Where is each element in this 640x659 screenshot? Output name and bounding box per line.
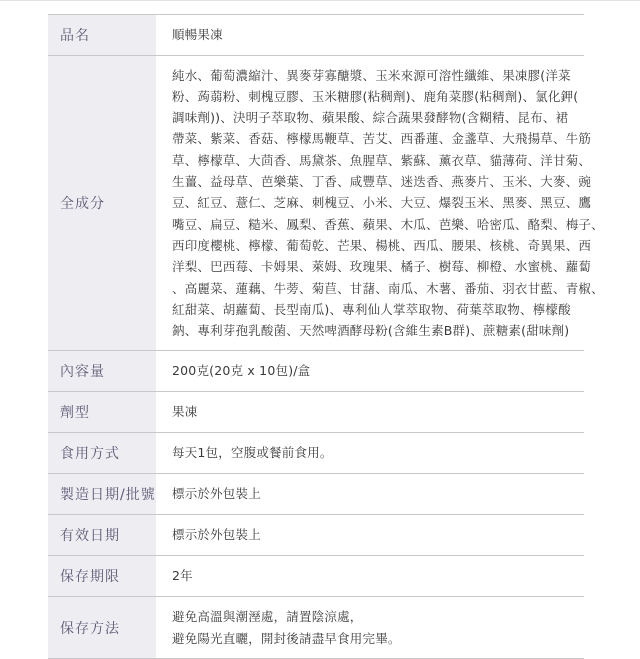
storage-text xyxy=(172,606,582,649)
spec-label: 保存方法 xyxy=(60,620,120,637)
label-cell xyxy=(48,15,156,55)
spec-row-storage xyxy=(48,597,584,659)
spec-row-dosage-form xyxy=(48,392,584,433)
label-cell xyxy=(48,392,156,432)
spec-row-product-name xyxy=(48,14,584,56)
ingredients-line: 嘴豆、扁豆、糙米、鳳梨、香蕉、蘋果、木瓜、芭樂、哈密瓜、酪梨、梅子、 xyxy=(172,216,604,232)
label-cell xyxy=(48,597,156,658)
spec-value: 標示於外包裝上 xyxy=(172,527,261,543)
spec-label: 保存期限 xyxy=(60,569,120,585)
ingredients-line: 調味劑))、決明子萃取物、蘋果酸、綜合蔬果發酵物(含糊精、昆布、裙 xyxy=(172,110,569,126)
label-cell xyxy=(48,351,156,391)
ingredients-line: 草、檸檬草、大茴香、馬黛茶、魚腥草、紫蘇、薰衣草、貓薄荷、洋甘菊、 xyxy=(172,152,592,168)
spec-label: 全成分 xyxy=(60,196,105,212)
ingredients-line: 生薑、益母草、芭樂葉、丁香、咸豐草、迷迭香、燕麥片、玉米、大麥、豌 xyxy=(172,174,592,190)
spec-table xyxy=(48,14,604,659)
spec-label: 內容量 xyxy=(60,364,105,380)
spec-label: 劑型 xyxy=(60,405,90,421)
spec-row-usage xyxy=(48,433,584,474)
spec-value: 順暢果凍 xyxy=(172,27,223,43)
spec-row-ingredients xyxy=(48,56,604,351)
ingredients-line: 、高麗菜、蓮藕、牛蒡、菊苣、甘藷、南瓜、木薯、番茄、羽衣甘藍、青椒、 xyxy=(172,280,604,296)
spec-row-net-content xyxy=(48,351,584,392)
spec-value: 標示於外包裝上 xyxy=(172,486,261,502)
label-cell xyxy=(48,433,156,473)
ingredients-line: 粉、蒟蒻粉、刺槐豆膠、玉米糖膠(粘稠劑)、鹿角菜膠(粘稠劑)、氯化鉀( xyxy=(172,88,579,104)
spec-value: 200克(20克 x 10包)/盒 xyxy=(172,363,311,379)
spec-row-manufacture-date xyxy=(48,474,584,515)
label-cell xyxy=(48,515,156,555)
ingredients-line: 洋梨、巴西莓、卡姆果、萊姆、玫瑰果、橘子、樹莓、柳橙、水蜜桃、蘿蔔 xyxy=(172,259,592,275)
ingredients-text xyxy=(172,65,604,342)
ingredients-line: 帶菜、紫菜、香菇、檸檬馬鞭草、苦艾、西番蓮、金盞草、大飛揚草、牛筋 xyxy=(172,131,592,147)
ingredients-line: 西印度櫻桃、檸檬、葡萄乾、芒果、楊桃、西瓜、腰果、核桃、奇異果、西 xyxy=(172,237,592,253)
spec-row-expiry-date xyxy=(48,515,584,556)
ingredients-line: 鈉、專利芽孢乳酸菌、天然啤酒酵母粉(含維生素B群)、蔗糖素(甜味劑) xyxy=(172,323,570,339)
spec-row-shelf-life xyxy=(48,556,584,597)
spec-label: 食用方式 xyxy=(60,446,120,462)
label-cell xyxy=(48,474,156,514)
ingredients-line: 紅甜菜、胡蘿蔔、長型南瓜)、專利仙人掌萃取物、荷葉萃取物、檸檬酸 xyxy=(172,301,571,317)
ingredients-line: 純水、葡萄濃縮汁、異麥芽寡醣漿、玉米來源可溶性纖維、果凍膠(洋菜 xyxy=(172,67,571,83)
spec-label: 製造日期/批號 xyxy=(60,487,156,503)
spec-value: 每天1包，空腹或餐前食用。 xyxy=(172,445,333,461)
top-divider xyxy=(0,0,640,15)
spec-label: 品名 xyxy=(60,28,90,44)
storage-line: 避免陽光直曬，開封後請盡早食用完畢。 xyxy=(172,630,401,646)
ingredients-line: 豆、紅豆、薏仁、芝麻、刺槐豆、小米、大豆、爆裂玉米、黑麥、黑豆、鷹 xyxy=(172,195,592,211)
storage-line: 避免高溫與潮溼處，請置陰涼處， xyxy=(172,609,363,625)
spec-value: 2年 xyxy=(172,568,193,584)
label-cell xyxy=(48,56,156,350)
label-cell xyxy=(48,556,156,596)
spec-value: 果凍 xyxy=(172,404,198,420)
spec-label: 有效日期 xyxy=(60,528,120,544)
